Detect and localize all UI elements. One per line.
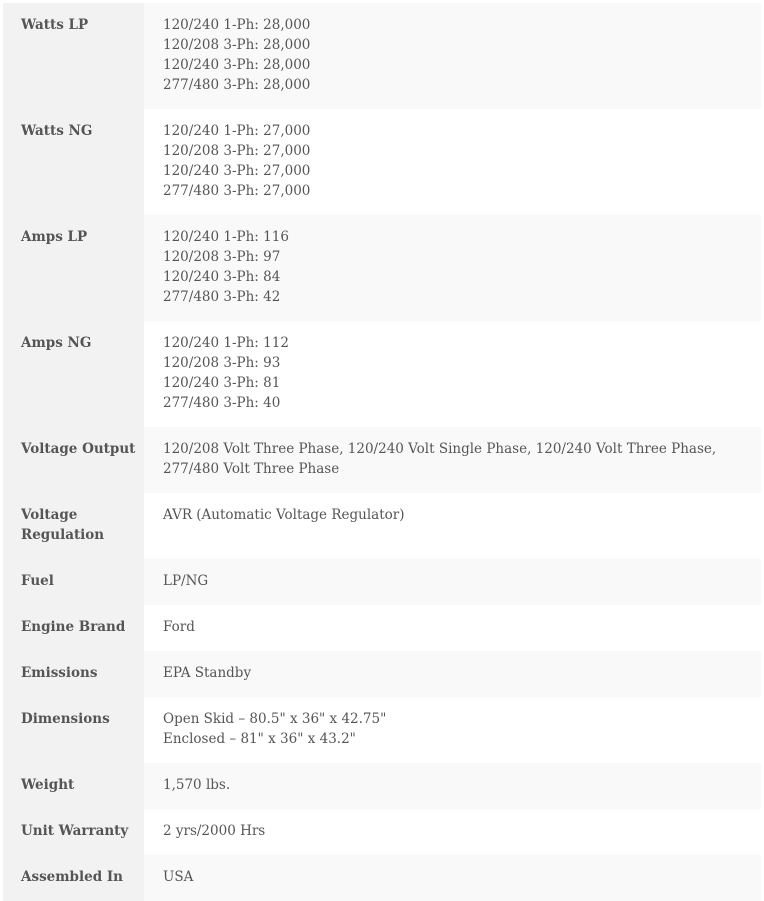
spec-label: Watts LP [3, 3, 144, 109]
spec-value-line: 120/208 3-Ph: 28,000 [163, 37, 311, 53]
spec-value-line: 120/240 1-Ph: 112 [163, 335, 289, 351]
spec-row-amps-ng [3, 321, 761, 427]
spec-row-amps-lp [3, 215, 761, 321]
spec-row-engine-brand [3, 605, 761, 651]
spec-row-emissions [3, 651, 761, 697]
spec-value-line: 1,570 lbs. [163, 777, 231, 793]
spec-label: Amps NG [3, 321, 144, 427]
spec-value [144, 697, 761, 763]
spec-value [144, 605, 761, 651]
spec-table [3, 3, 761, 901]
spec-value-line: Open Skid – 80.5" x 36" x 42.75" [163, 711, 387, 727]
spec-value-line: 277/480 3-Ph: 27,000 [163, 183, 311, 199]
spec-label: Watts NG [3, 109, 144, 215]
spec-value-line: AVR (Automatic Voltage Regulator) [163, 507, 405, 523]
spec-value-line: 277/480 3-Ph: 42 [163, 289, 281, 305]
spec-value-line: 277/480 3-Ph: 28,000 [163, 77, 311, 93]
spec-row-watts-ng [3, 109, 761, 215]
spec-value [144, 215, 761, 321]
spec-value [144, 427, 761, 493]
spec-row-dimensions [3, 697, 761, 763]
spec-label: Unit Warranty [3, 809, 144, 855]
spec-value-line: 120/240 1-Ph: 27,000 [163, 123, 311, 139]
spec-value [144, 321, 761, 427]
spec-value-line: 120/208 3-Ph: 97 [163, 249, 281, 265]
spec-label: Engine Brand [3, 605, 144, 651]
spec-value-line: Enclosed – 81" x 36" x 43.2" [163, 731, 356, 747]
spec-row-assembled-in [3, 855, 761, 901]
spec-value-line: 120/240 3-Ph: 84 [163, 269, 281, 285]
spec-value-line: 120/208 3-Ph: 27,000 [163, 143, 311, 159]
spec-value-line: 120/240 1-Ph: 116 [163, 229, 289, 245]
spec-value-line: 277/480 3-Ph: 40 [163, 395, 281, 411]
spec-value [144, 109, 761, 215]
spec-row-voltage-output [3, 427, 761, 493]
spec-value [144, 493, 761, 559]
spec-value [144, 3, 761, 109]
spec-value-line: USA [163, 869, 194, 885]
spec-value [144, 809, 761, 855]
spec-row-unit-warranty [3, 809, 761, 855]
spec-value [144, 559, 761, 605]
spec-value-line: 120/208 Volt Three Phase, 120/240 Volt Single Phase, 120/240 Volt Three Phase, 277/480 Volt Three Phase [163, 441, 717, 477]
spec-value [144, 855, 761, 901]
spec-label: Amps LP [3, 215, 144, 321]
spec-value-line: LP/NG [163, 573, 209, 589]
spec-row-fuel [3, 559, 761, 605]
spec-value-line: EPA Standby [163, 665, 252, 681]
spec-row-weight [3, 763, 761, 809]
spec-label: Voltage Regulation [3, 493, 144, 559]
spec-label: Voltage Output [3, 427, 144, 493]
spec-row-watts-lp [3, 3, 761, 109]
spec-value-line: 120/240 1-Ph: 28,000 [163, 17, 311, 33]
spec-label: Assembled In [3, 855, 144, 901]
spec-label: Dimensions [3, 697, 144, 763]
spec-value-line: 120/240 3-Ph: 27,000 [163, 163, 311, 179]
spec-value-line: 120/208 3-Ph: 93 [163, 355, 281, 371]
spec-value-line: Ford [163, 619, 195, 635]
spec-value-line: 120/240 3-Ph: 81 [163, 375, 281, 391]
spec-value [144, 763, 761, 809]
spec-label: Fuel [3, 559, 144, 605]
spec-value-line: 2 yrs/2000 Hrs [163, 823, 266, 839]
spec-row-voltage-regulation [3, 493, 761, 559]
spec-label: Emissions [3, 651, 144, 697]
spec-value-line: 120/240 3-Ph: 28,000 [163, 57, 311, 73]
spec-label: Weight [3, 763, 144, 809]
spec-value [144, 651, 761, 697]
